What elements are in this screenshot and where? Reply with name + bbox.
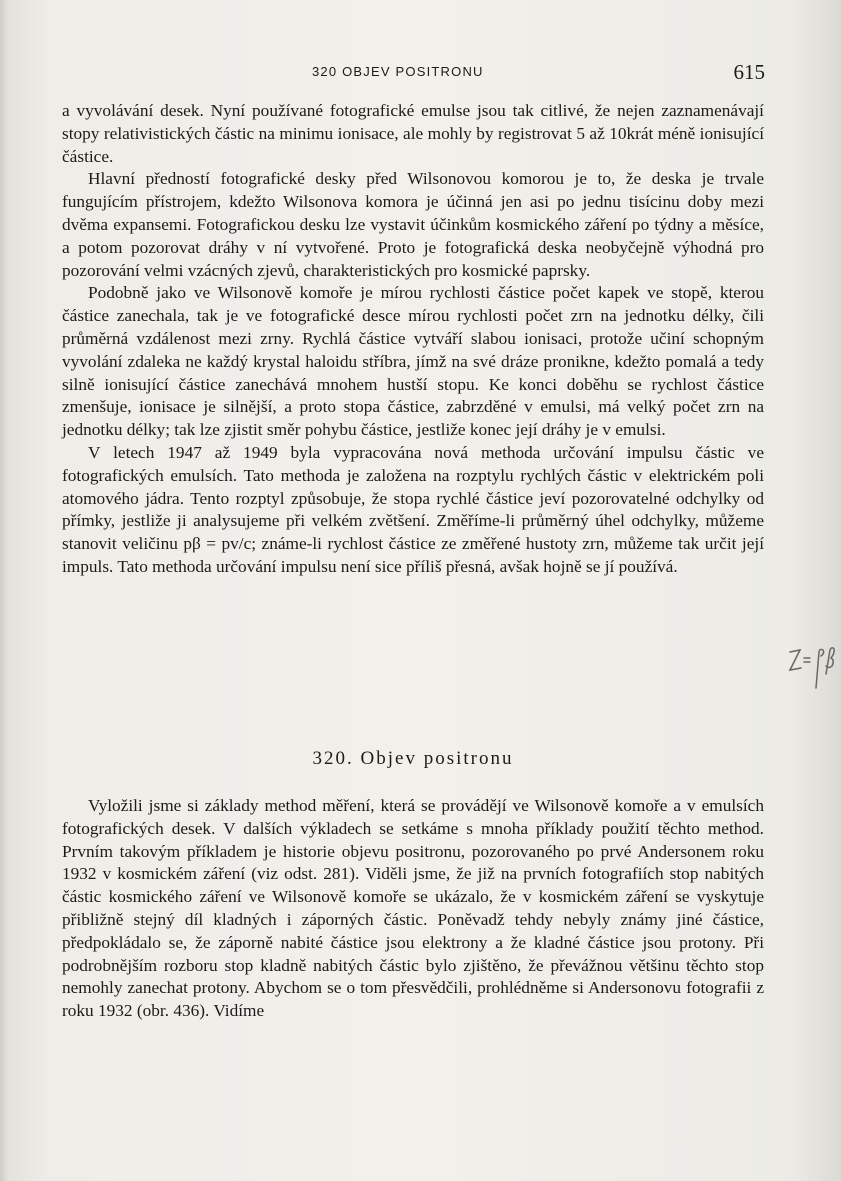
body-text bbox=[62, 100, 764, 579]
section-paragraph-1: Vyložili jsme si základy method měření, která se provádějí ve Wilsonově komoře a v emulsích fotografických desek. V dalších výkladech se setkáme s mnoha příklady použití těchto method. Prvním takovým příkladem je historie objevu positronu, pozorovaného po prvé Andersonem roku 1932 v kosmickém záření (viz odst. 281). Viděli jsme, že již na prvních fotografiích stop nabitých částic kosmického záření ve Wilsonově komoře se ukázalo, že v kosmickém záření se vyskytuje přibližně stejný díl kladných i záporných částic. Poněvadž tehdy nebyly známy jiné částice, předpokládalo se, že záporně nabité částice jsou elektrony a že kladné částice jsou protony. Při podrobnějším rozboru stop kladně nabitých částic bylo zjištěno, že převážnou většinu těchto stop nemohly zanechat protony. Abychom se o tom přesvědčili, prohlédněme si Andersonovu fotografii z roku 1932 (obr. 436). Vidíme bbox=[62, 796, 764, 1021]
paragraph-1: a vyvolávání desek. Nyní používané fotografické emulse jsou tak citlivé, že nejen zaznamenávají stopy relativistických částic na minimu ionisace, ale mohly by registrovat 5 až 10krát méně ionisující částice. bbox=[62, 101, 764, 166]
paragraph-4: V letech 1947 až 1949 byla vypracována nová methoda určování impulsu částic ve fotografických emulsích. Tato methoda je založena na rozptylu rychlých částic v elektrickém poli atomového jádra. Tento rozptyl způsobuje, že stopa rychlé částice jeví pozorovatelné odchylky od přímky, jestliže ji analysujeme při velkém zvětšení. Změříme-li průměrný úhel odchylky, můžeme stanovit veličinu pβ = pv/c; známe-li rychlost částice ze změřené hustoty zrn, můžeme tak určit její impuls. Tato methoda určování impulsu není sice příliš přesná, avšak hojně se jí používá. bbox=[62, 442, 764, 576]
running-head: 320 OBJEV POSITRONU bbox=[312, 64, 484, 79]
paragraph-2: Hlavní předností fotografické desky před Wilsonovou komorou je to, že deska je trvale fungujícím přístrojem, kdežto Wilsonova komora je účinná jen asi po jednu tisícinu doby mezi dvěma expansemi. Fotografickou desku lze vystavit účinkům kosmického záření po týdny a měsíce, a potom pozorovat dráhy v ní vytvořené. Proto je fotografická deska neobyčejně výhodná pro pozorování velmi vzácných zjevů, charakteristických pro kosmické paprsky. bbox=[62, 169, 764, 280]
paragraph-3: Podobně jako ve Wilsonově komoře je mírou rychlosti částice počet kapek ve stopě, kterou částice zanechala, tak je ve fotografické desce mírou rychlosti počet zrn na jednotku délky, čili průměrná vzdálenost mezi zrny. Rychlá částice vytváří slabou ionisaci, protože učiní schopným vyvolání zdaleka ne každý krystal haloidu stříbra, jímž na své dráze pronikne, kdežto pomalá a tedy silně ionisující částice zanechává mnohem hustší stopu. Ke konci doběhu se rychlost částice zmenšuje, ionisace je silnější, a proto stopa částice, zabrzděné v emulsi, má velký počet zrn na jednotku délky; tak lze zjistit směr pohybu částice, jestliže konec její dráhy je v emulsi. bbox=[62, 283, 764, 440]
section-text bbox=[62, 795, 764, 1023]
section-title: 320. Objev positronu bbox=[312, 748, 514, 769]
page-header bbox=[62, 62, 767, 92]
handwritten-formula-icon bbox=[788, 636, 838, 696]
page-number: 615 bbox=[733, 60, 765, 84]
page-gutter-shadow bbox=[0, 0, 8, 1181]
